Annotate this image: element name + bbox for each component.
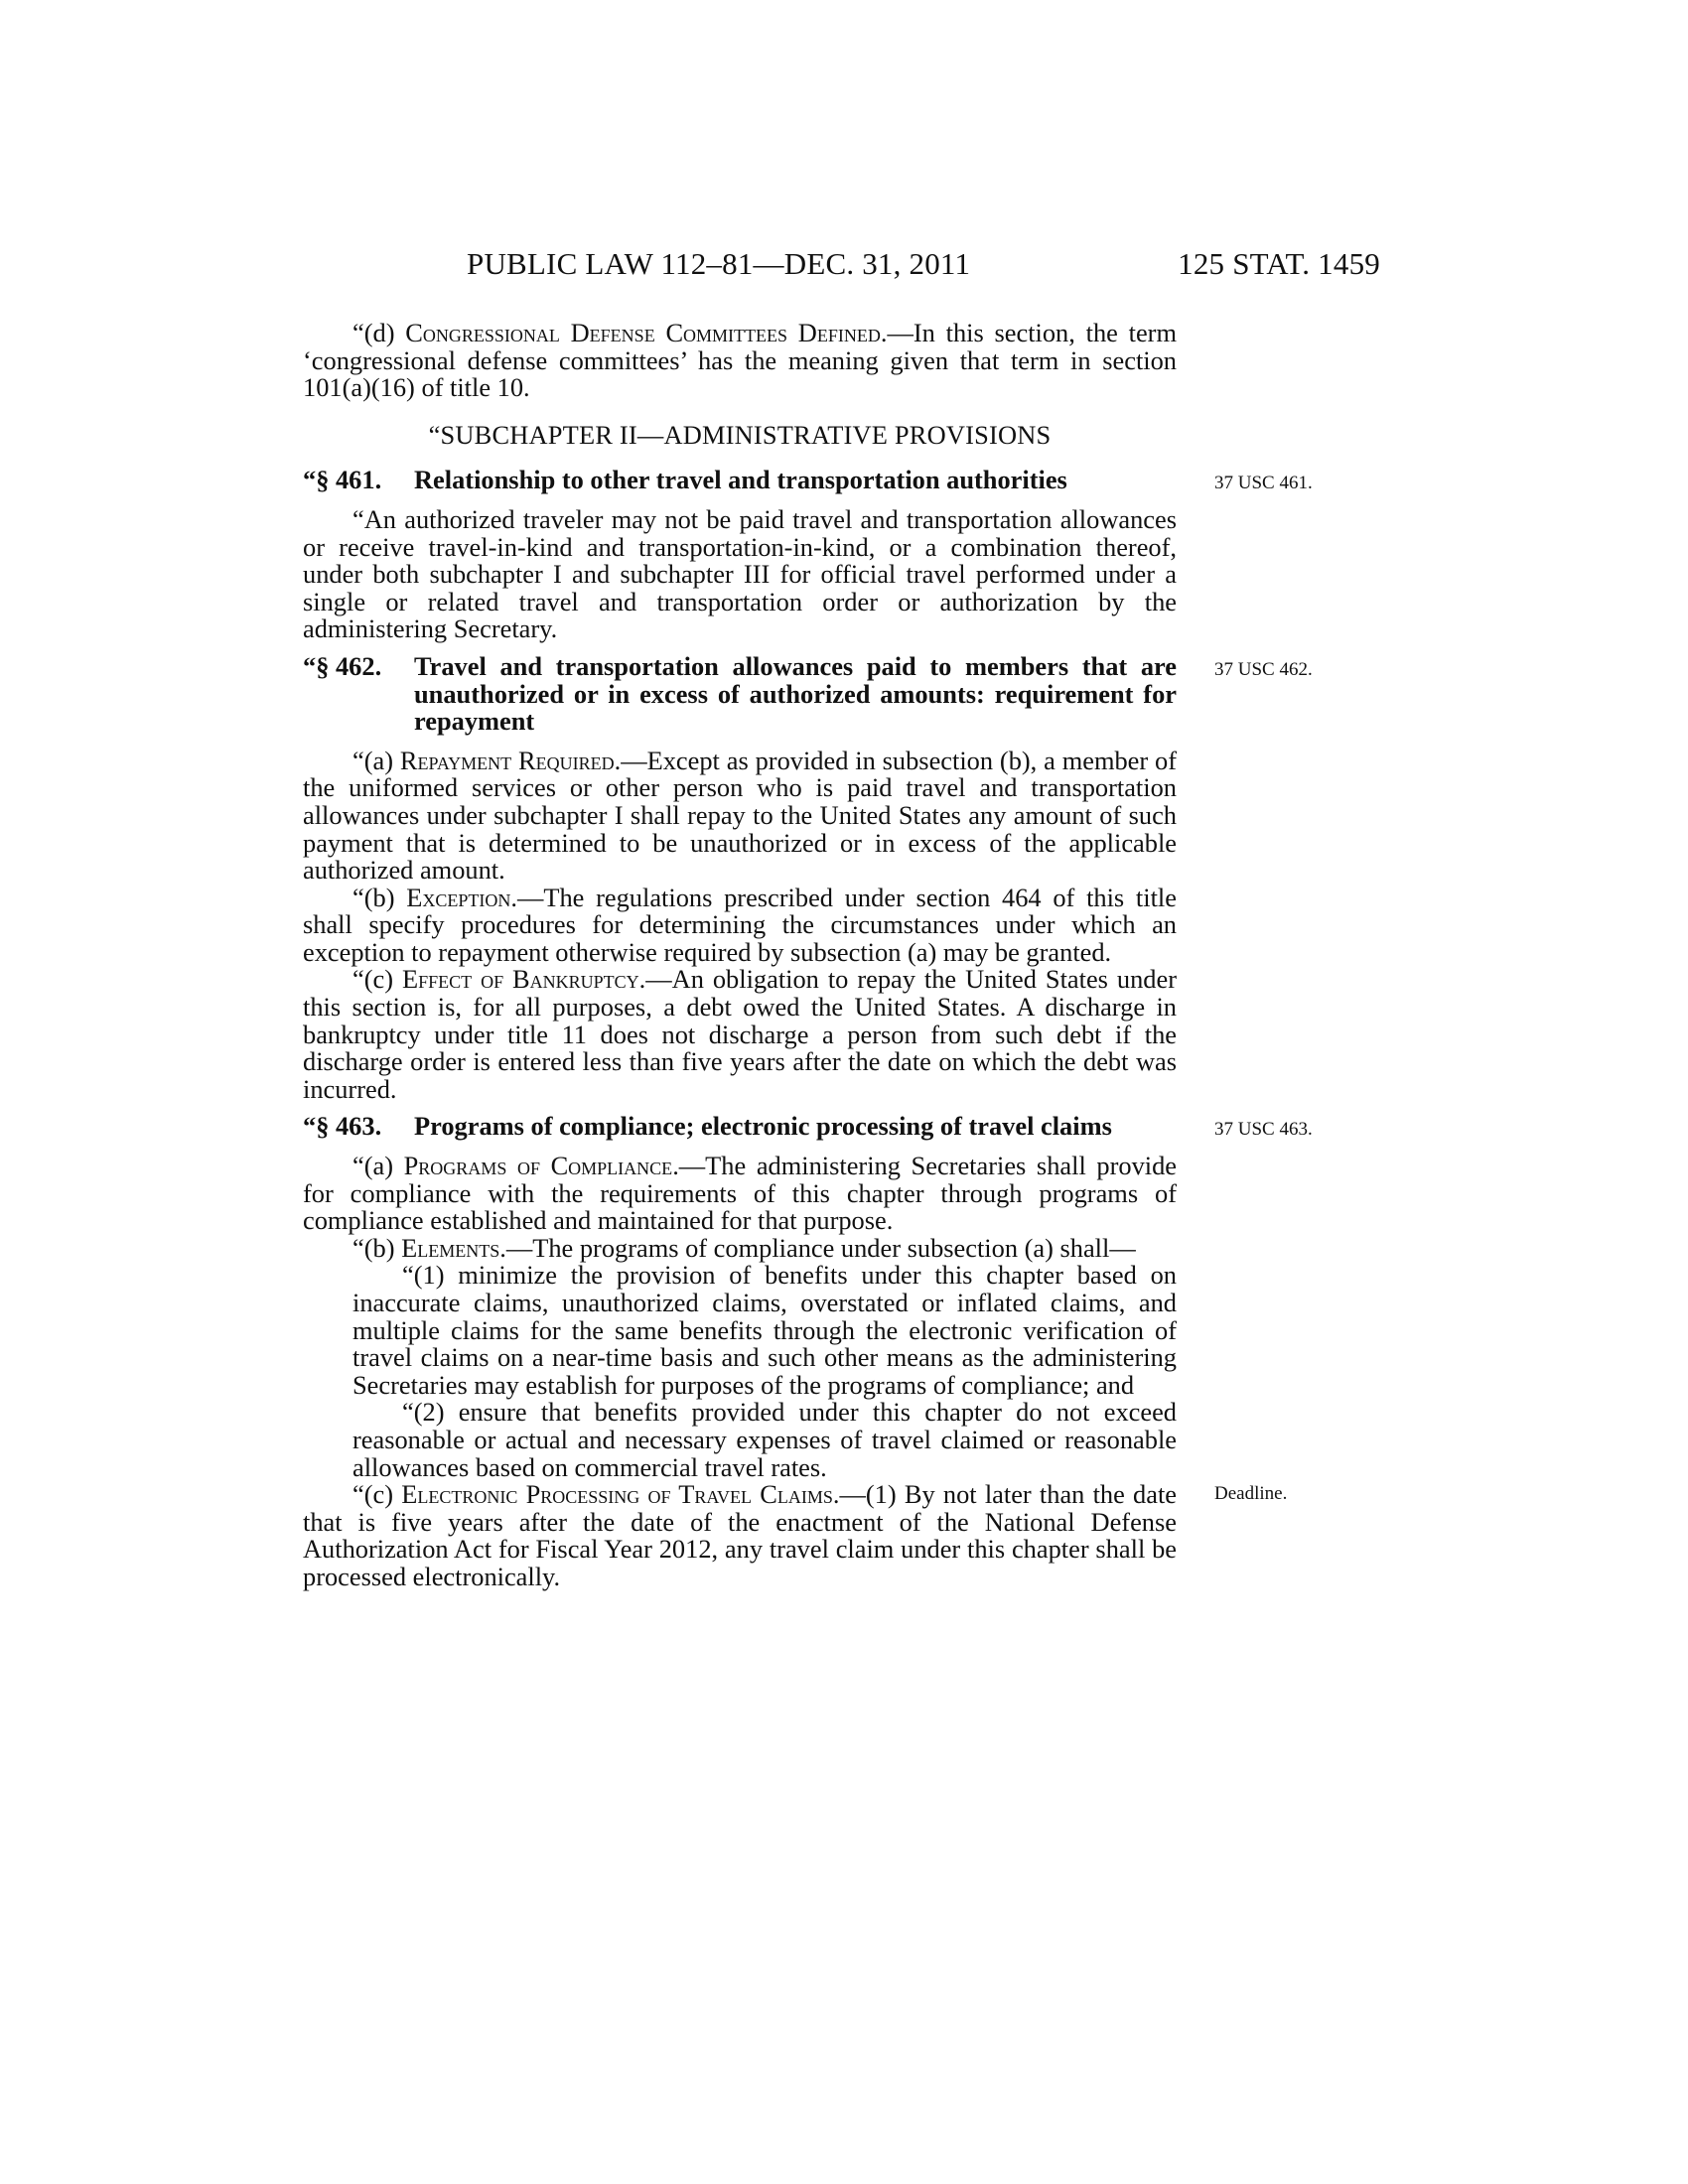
subsection-d-text: .—In this section, the term ‘congressional defense committees’ has the meaning given that term in section 101(a)(16) of title 10. (303, 318, 1177, 403)
section-463-b-2: “(2) ensure that benefits provided under this chapter do not exceed reasonable or actual and necessary expenses of travel claimed or reasonable allowances based on commercial travel rates. (352, 1397, 1177, 1482)
margin-note-463: 37 USC 463. (1214, 1119, 1313, 1141)
section-463-c-text: .—(1) By not later than the date that is five years after the date of the enactment of the National Defense Authorization Act for Fiscal Year 2012, any travel claim under this chapter shall be processed electronically. (303, 1479, 1177, 1591)
section-463-title: Programs of compliance; electronic processing of travel claims (414, 1111, 1112, 1142)
margin-note-461: 37 USC 461. (1214, 473, 1313, 494)
section-462-b (303, 882, 1177, 967)
section-463-c-heading: Electronic Processing of Travel Claims (401, 1479, 833, 1510)
section-461-title: Relationship to other travel and transportation authorities (414, 465, 1067, 495)
subsection-d-heading: Congressional Defense Committees Defined (405, 318, 881, 347)
section-462-c-text: .—An obligation to repay the United States under this section is, for all purposes, a debt owed the United States. A discharge in bankruptcy under title 11 does not discharge a person from such debt if the discharge order is entered less than five years after the date on which the debt was incurred. (303, 964, 1177, 1104)
section-462-a-lead: “(a) (352, 745, 400, 775)
section-462-a-heading: Repayment Required (399, 745, 615, 775)
section-463-b-heading: Elements (401, 1232, 500, 1263)
subsection-d-paragraph (303, 320, 1177, 402)
header-stat-page: 125 STAT. 1459 (1178, 246, 1380, 281)
section-462-number: “§ 462. (303, 650, 382, 681)
section-461-number: “§ 461. (303, 465, 382, 495)
section-463-number: “§ 463. (303, 1111, 382, 1142)
section-462-b-text: .—The regulations prescribed under section 464 of this title shall specify procedures for determining the circumstances under which an exception to repayment otherwise required by subsection (a) may be granted. (303, 882, 1177, 967)
section-462-b-heading: Exception (406, 882, 511, 912)
margin-note-deadline: Deadline. (1214, 1483, 1288, 1505)
section-462-c-heading: Effect of Bankruptcy (401, 964, 639, 995)
section-463-b-lead: “(b) (352, 1232, 402, 1263)
section-463-a-text: .—The administering Secretaries shall provide for compliance with the requirements of this chapter through programs of compliance established and maintained for that purpose. (303, 1151, 1178, 1236)
subsection-d-lead: “(d) (352, 318, 406, 347)
section-462-a-text: .—Except as provided in subsection (b), a member of the uniformed services or other person who is paid travel and transportation allowances under subchapter I shall repay to the United States any amount of such payment that is determined to be unauthorized or in excess of the applicable authorized amount. (303, 745, 1178, 886)
section-462-title: Travel and transportation allowances paid to members that are unauthorized or in excess of authorized amounts: requirement for repayment (414, 650, 1177, 737)
section-463-heading (303, 1113, 1177, 1141)
section-463-a-lead: “(a) (352, 1151, 404, 1181)
section-463-a-heading: Programs of Compliance (403, 1151, 673, 1181)
section-463-c-lead: “(c) (352, 1479, 402, 1510)
page-header (467, 246, 1380, 296)
section-463-a (303, 1153, 1177, 1235)
section-462 (303, 650, 1313, 1104)
section-463-b-1: “(1) minimize the provision of benefits under this chapter based on inaccurate claims, unauthorized claims, overstated or inflated claims, and multiple claims for the same benefits through the electronic verification of travel claims on a near-time basis and such other means as the administering Secretaries may establish for purposes of the programs of compliance; and (352, 1260, 1177, 1400)
header-title: PUBLIC LAW 112–81—DEC. 31, 2011 (467, 246, 971, 281)
subchapter-heading: “SUBCHAPTER II—ADMINISTRATIVE PROVISIONS (428, 419, 1052, 450)
page-body (303, 318, 1313, 1591)
section-462-heading (303, 650, 1177, 737)
section-462-b-lead: “(b) (352, 882, 407, 912)
section-463-c-wrap (303, 1479, 1288, 1591)
margin-note-462: 37 USC 462. (1214, 658, 1313, 680)
section-463-b-text: .—The programs of compliance under subsection (a) shall— (499, 1232, 1136, 1263)
section-462-a (303, 745, 1178, 886)
section-463-c (303, 1481, 1177, 1590)
section-462-c (303, 966, 1177, 1103)
section-461 (303, 465, 1313, 644)
section-462-c-lead: “(c) (352, 964, 402, 995)
section-463-b (303, 1232, 1177, 1263)
section-461-text: “An authorized traveler may not be paid travel and transportation allowances or receive travel-in-kind and transportation-in-kind, or a combination thereof, under both subchapter I and subchapter III for official travel performed under a single or related travel and transportation order or authorization by the administering Secretary. (303, 503, 1177, 644)
section-461-heading (303, 467, 1177, 494)
section-463 (303, 1111, 1313, 1591)
